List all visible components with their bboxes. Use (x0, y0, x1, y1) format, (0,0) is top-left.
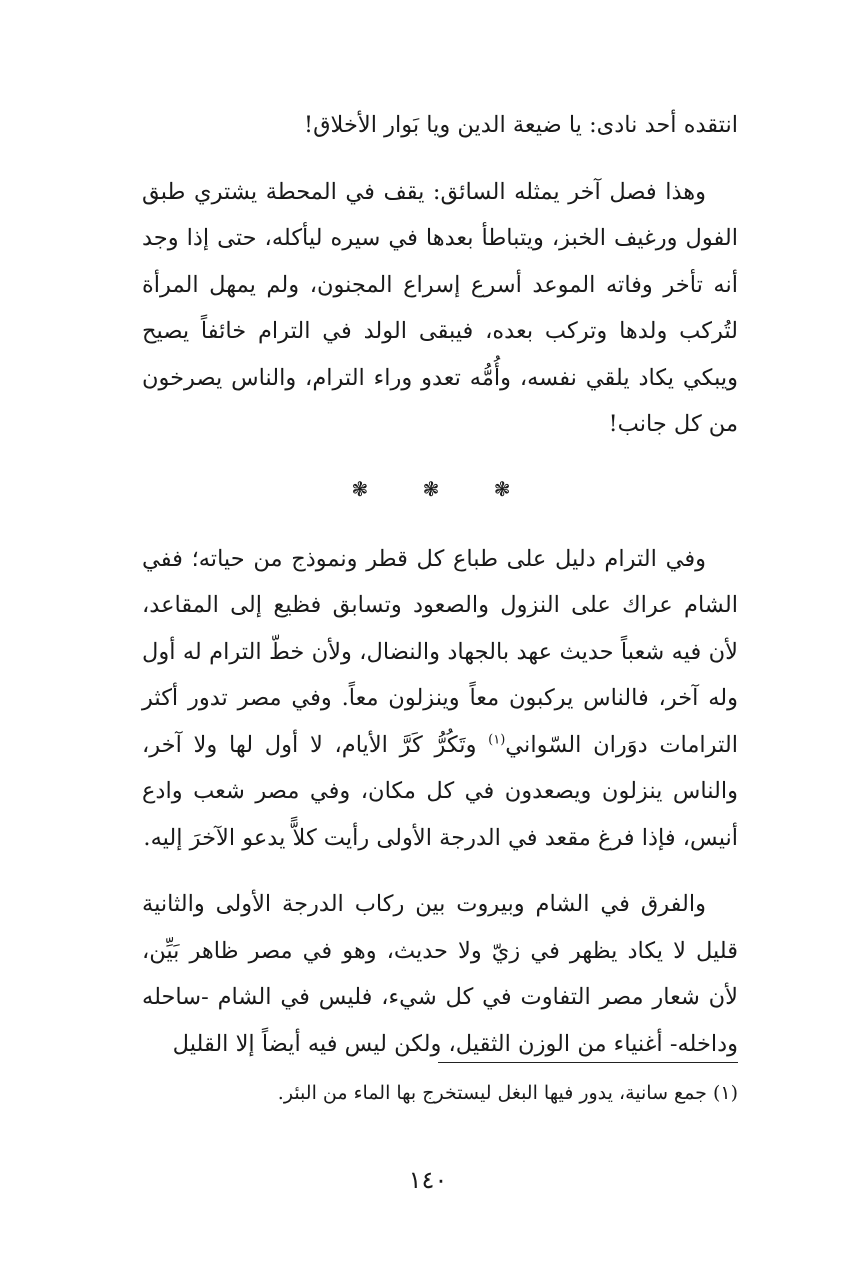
paragraph-3 (142, 536, 738, 862)
section-separator (142, 468, 738, 510)
separator-star-icon: ❃ (351, 476, 387, 501)
footnote-divider (438, 1062, 738, 1063)
paragraph-3-text-end: وتَكُرُّ كَرَّ الأيام، لا أول لها ولا آخر، والناس ينزلون ويصعدون في كل مكان، وفي مصر شعب وادع أنيس، فإذا فرغ مقعد في الدرجة الأولى رأيت كلاًّ يدعو الآخرَ إليه. (142, 731, 738, 851)
paragraph-1: انتقده أحد نادى: يا ضيعة الدين ويا بَوار الأخلاق! (304, 112, 738, 138)
separator-star-icon: ❃ (493, 476, 529, 501)
footnote-reference: (١) (488, 732, 506, 747)
paragraph-4: والفرق في الشام وبيروت بين ركاب الدرجة الأولى والثانية قليل لا يكاد يظهر في زيّ ولا حديث، وهو في مصر ظاهر بَيِّن، لأن شعار مصر التفاوت في كل شيء، فليس في الشام -ساحله وداخله- أغنياء من الوزن الثقيل، ولكن ليس فيه أيضاً إلا القليل (142, 891, 738, 1057)
paragraph-3-text-start: وفي الترام دليل على طباع كل قطر ونموذج من حياته؛ ففي الشام عراك على النزول والصعود وتسابق فظيع إلى المقاعد، لأن فيه شعباً حديث عهد بالجهاد والنضال، ولأن خطّ الترام له أول وله آخر، فالناس يركبون معاً وينزلون معاً. وفي مصر تدور أكثر الترامات دوَران السّواني (142, 545, 738, 758)
book-page-body (142, 102, 738, 1067)
separator-star-icon: ❃ (422, 476, 458, 501)
footnote: (١) جمع سانية، يدور فيها البغل ليستخرج بها الماء من البئر. (277, 1082, 738, 1104)
page-number: ١٤٠ (408, 1166, 448, 1194)
paragraph-2: وهذا فصل آخر يمثله السائق: يقف في المحطة يشتري طبق الفول ورغيف الخبز، ويتباطأ بعدها في سيره ليأكله، حتى إذا وجد أنه تأخر وفاته الموعد أسرع إسراع المجنون، ولم يمهل المرأة لتُركب ولدها وتركب بعده، فيبقى الولد في الترام خائفاً يصيح ويبكي يكاد يلقي نفسه، وأُمُّه تعدو وراء الترام، والناس يصرخون من كل جانب! (142, 178, 738, 437)
